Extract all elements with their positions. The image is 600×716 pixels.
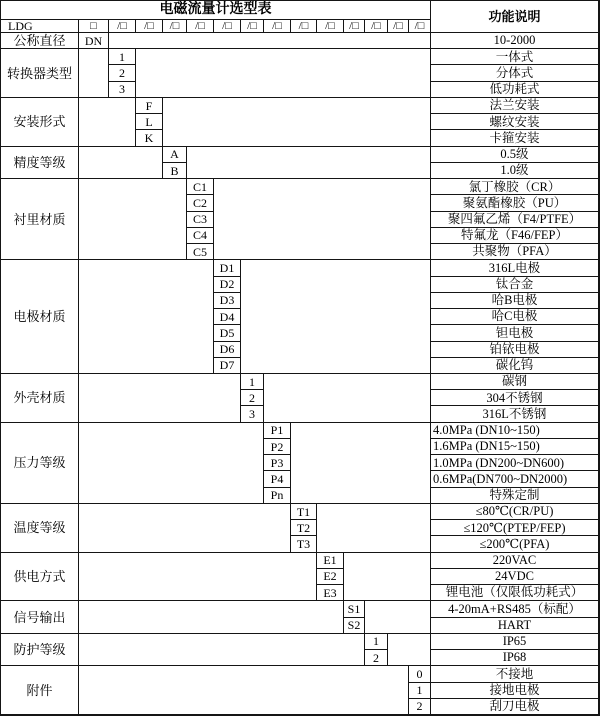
code-cell: D3 [214, 293, 241, 309]
group-label: 外壳材质 [1, 374, 79, 423]
code-cell: D5 [214, 325, 241, 341]
group-label: 公称直径 [1, 33, 79, 49]
desc-cell: ≤80℃(CR/PU) [431, 504, 599, 520]
model-box: /□ [109, 20, 136, 33]
code-cell: D7 [214, 358, 241, 374]
desc-cell: ≤200℃(PFA) [431, 536, 599, 552]
desc-cell: 碳化钨 [431, 358, 599, 374]
desc-cell: 316L电极 [431, 260, 599, 276]
model-box: /□ [317, 20, 344, 33]
code-cell: 3 [241, 406, 264, 422]
code-cell: D2 [214, 277, 241, 293]
code-cell: P3 [264, 455, 291, 471]
group-label: 压力等级 [1, 423, 79, 504]
code-cell: Pn [264, 488, 291, 504]
desc-cell: 4-20mA+RS485（标配） [431, 601, 599, 617]
code-cell: 2 [409, 699, 431, 715]
model-first-box: □ [79, 20, 109, 33]
filler-cell [214, 179, 431, 260]
code-cell: 1 [241, 374, 264, 390]
code-cell: E2 [317, 569, 344, 585]
filler-cell [79, 260, 214, 374]
filler-cell [109, 33, 431, 49]
code-cell: C2 [187, 195, 214, 211]
group-label: 信号输出 [1, 601, 79, 633]
code-cell: 1 [365, 634, 388, 650]
code-cell: T1 [291, 504, 317, 520]
code-cell: 2 [241, 390, 264, 406]
filler-cell [79, 374, 241, 423]
code-cell: D6 [214, 342, 241, 358]
model-box: /□ [344, 20, 365, 33]
group-label: 转换器类型 [1, 49, 79, 98]
code-cell: C4 [187, 228, 214, 244]
filler-cell [163, 98, 431, 147]
filler-cell [187, 147, 431, 179]
code-cell: P2 [264, 439, 291, 455]
desc-cell: 1.6MPa (DN15~150) [431, 439, 599, 455]
code-cell: D4 [214, 309, 241, 325]
code-cell: P4 [264, 471, 291, 487]
desc-cell: 分体式 [431, 65, 599, 81]
filler-cell [79, 147, 163, 179]
group-label: 防护等级 [1, 634, 79, 666]
desc-cell: 304不锈钢 [431, 390, 599, 406]
filler-cell [79, 666, 409, 715]
desc-cell: 低功耗式 [431, 82, 599, 98]
desc-cell: IP68 [431, 650, 599, 666]
desc-cell: 1.0MPa (DN200~DN600) [431, 455, 599, 471]
code-cell: 1 [109, 49, 136, 65]
desc-cell: HART [431, 618, 599, 634]
desc-cell: 共聚物（PFA） [431, 244, 599, 260]
desc-cell: 220VAC [431, 553, 599, 569]
group-label: 精度等级 [1, 147, 79, 179]
group-label: 供电方式 [1, 553, 79, 602]
code-cell: DN [79, 33, 109, 49]
desc-cell: 24VDC [431, 569, 599, 585]
model-box: /□ [163, 20, 187, 33]
model-prefix: LDG [1, 20, 79, 33]
code-cell: 3 [109, 82, 136, 98]
filler-cell [79, 553, 317, 602]
group-label: 衬里材质 [1, 179, 79, 260]
model-box: /□ [241, 20, 264, 33]
desc-cell: 10-2000 [431, 33, 599, 49]
desc-cell: 特氟龙（F46/FEP） [431, 228, 599, 244]
desc-cell: 铂铱电极 [431, 342, 599, 358]
code-cell: D1 [214, 260, 241, 276]
group-label: 温度等级 [1, 504, 79, 553]
model-box: /□ [187, 20, 214, 33]
filler-cell [344, 553, 431, 602]
desc-cell: 聚四氟乙烯（F4/PTFE） [431, 212, 599, 228]
desc-cell: 碳钢 [431, 374, 599, 390]
group-label: 附件 [1, 666, 79, 715]
filler-cell [79, 98, 136, 147]
model-box: /□ [264, 20, 291, 33]
desc-cell: 0.6MPa(DN700~DN2000) [431, 471, 599, 487]
desc-cell: 特殊定制 [431, 488, 599, 504]
group-label: 安装形式 [1, 98, 79, 147]
desc-cell: 钛合金 [431, 277, 599, 293]
code-cell: 2 [365, 650, 388, 666]
code-cell: A [163, 147, 187, 163]
code-cell: 0 [409, 666, 431, 682]
code-cell: T2 [291, 520, 317, 536]
code-cell: 2 [109, 65, 136, 81]
desc-cell: ≤120℃(PTEP/FEP) [431, 520, 599, 536]
code-cell: 1 [409, 683, 431, 699]
filler-cell [365, 601, 431, 633]
code-cell: P1 [264, 423, 291, 439]
desc-cell: 一体式 [431, 49, 599, 65]
table-title: 电磁流量计选型表 [1, 1, 431, 20]
desc-cell: 316L不锈钢 [431, 406, 599, 422]
desc-cell: 氯丁橡胶（CR） [431, 179, 599, 195]
desc-cell: 4.0MPa (DN10~150) [431, 423, 599, 439]
model-box: /□ [136, 20, 163, 33]
code-cell: T3 [291, 536, 317, 552]
code-cell: K [136, 130, 163, 146]
desc-cell: 1.0级 [431, 163, 599, 179]
model-box: /□ [409, 20, 431, 33]
code-cell: C5 [187, 244, 214, 260]
desc-cell: 螺纹安装 [431, 114, 599, 130]
desc-cell: 聚氨酯橡胶（PU） [431, 195, 599, 211]
desc-cell: 不接地 [431, 666, 599, 682]
desc-cell: 卡箍安装 [431, 130, 599, 146]
filler-cell [291, 423, 431, 504]
desc-cell: 0.5级 [431, 147, 599, 163]
model-box: /□ [388, 20, 409, 33]
filler-cell [264, 374, 431, 423]
filler-cell [79, 49, 109, 98]
desc-cell: IP65 [431, 634, 599, 650]
code-cell: E1 [317, 553, 344, 569]
filler-cell [241, 260, 431, 374]
filler-cell [79, 504, 291, 553]
code-cell: S1 [344, 601, 365, 617]
filler-cell [79, 423, 264, 504]
desc-cell: 锂电池（仅限低功耗式） [431, 585, 599, 601]
filler-cell [317, 504, 431, 553]
model-box: /□ [214, 20, 241, 33]
desc-cell: 法兰安装 [431, 98, 599, 114]
model-box: /□ [365, 20, 388, 33]
filler-cell [79, 601, 344, 633]
filler-cell [79, 179, 187, 260]
code-cell: B [163, 163, 187, 179]
code-cell: L [136, 114, 163, 130]
desc-cell: 钽电极 [431, 325, 599, 341]
function-column-header: 功能说明 [431, 1, 599, 33]
code-cell: F [136, 98, 163, 114]
code-cell: C3 [187, 212, 214, 228]
code-cell: C1 [187, 179, 214, 195]
desc-cell: 哈B电极 [431, 293, 599, 309]
code-cell: S2 [344, 618, 365, 634]
filler-cell [388, 634, 431, 666]
desc-cell: 刮刀电极 [431, 699, 599, 715]
filler-cell [136, 49, 431, 98]
filler-cell [79, 634, 365, 666]
desc-cell: 接地电极 [431, 683, 599, 699]
group-label: 电极材质 [1, 260, 79, 374]
code-cell: E3 [317, 585, 344, 601]
model-box: /□ [291, 20, 317, 33]
desc-cell: 哈C电极 [431, 309, 599, 325]
